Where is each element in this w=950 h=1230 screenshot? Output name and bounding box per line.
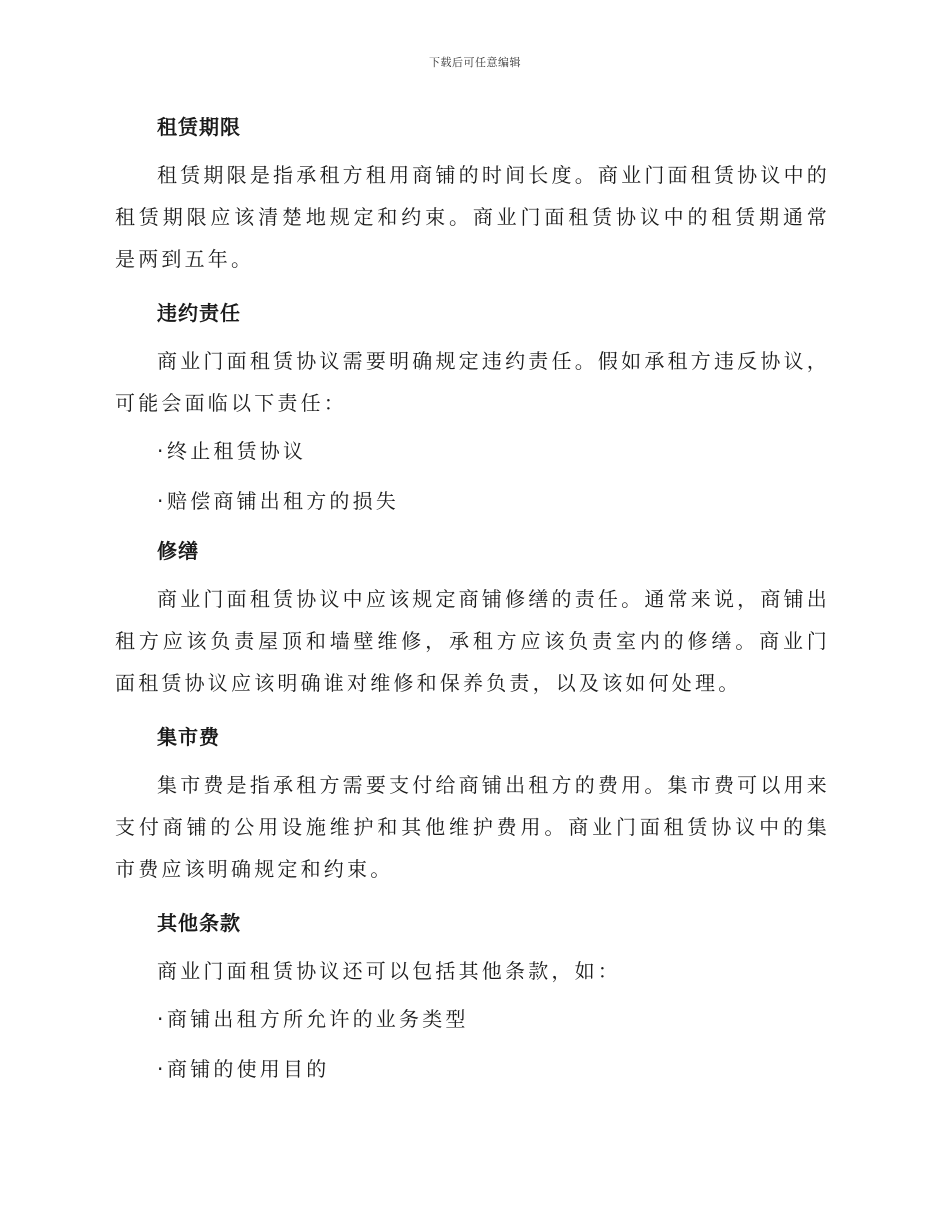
list-item <box>157 1052 830 1086</box>
bullet-marker: · <box>157 439 167 463</box>
list-item-text: 赔偿商铺出租方的损失 <box>167 489 399 513</box>
bullet-marker: · <box>157 489 167 513</box>
section-paragraph-breach: 商业门面租赁协议需要明确规定违约责任。假如承租方违反协议，可能会面临以下责任： <box>115 349 830 415</box>
list-item <box>157 1002 830 1036</box>
list-item-text: 终止租赁协议 <box>167 439 307 463</box>
section-paragraph-repairs: 商业门面租赁协议中应该规定商铺修缮的责任。通常来说，商铺出租方应该负责屋顶和墙壁维修，承租方应该负责室内的修缮。商业门面租赁协议应该明确谁对维修和保养负责，以及该如何处理。 <box>115 587 830 695</box>
bullet-marker: · <box>157 1007 167 1031</box>
section-heading-repairs: 修缮 <box>157 539 199 563</box>
list-item-text: 商铺的使用目的 <box>167 1057 330 1081</box>
section-heading-market-fee: 集市费 <box>157 725 220 749</box>
list-item <box>157 434 830 468</box>
list-item-text: 商铺出租方所允许的业务类型 <box>167 1007 469 1031</box>
section-heading-breach: 违约责任 <box>157 301 241 325</box>
bullet-marker: · <box>157 1057 167 1081</box>
section-paragraph-other-terms: 商业门面租赁协议还可以包括其他条款，如： <box>157 959 621 983</box>
document-body <box>115 110 830 1086</box>
list-item <box>157 484 830 518</box>
section-paragraph-lease-term: 租赁期限是指承租方租用商铺的时间长度。商业门面租赁协议中的租赁期限应该清楚地规定和约束。商业门面租赁协议中的租赁期通常是两到五年。 <box>115 163 830 271</box>
section-paragraph-market-fee: 集市费是指承租方需要支付给商铺出租方的费用。集市费可以用来支付商铺的公用设施维护和其他维护费用。商业门面租赁协议中的集市费应该明确规定和约束。 <box>115 773 830 881</box>
section-heading-lease-term: 租赁期限 <box>157 115 241 139</box>
section-heading-other-terms: 其他条款 <box>157 911 241 935</box>
header-note: 下载后可任意编辑 <box>429 56 521 69</box>
